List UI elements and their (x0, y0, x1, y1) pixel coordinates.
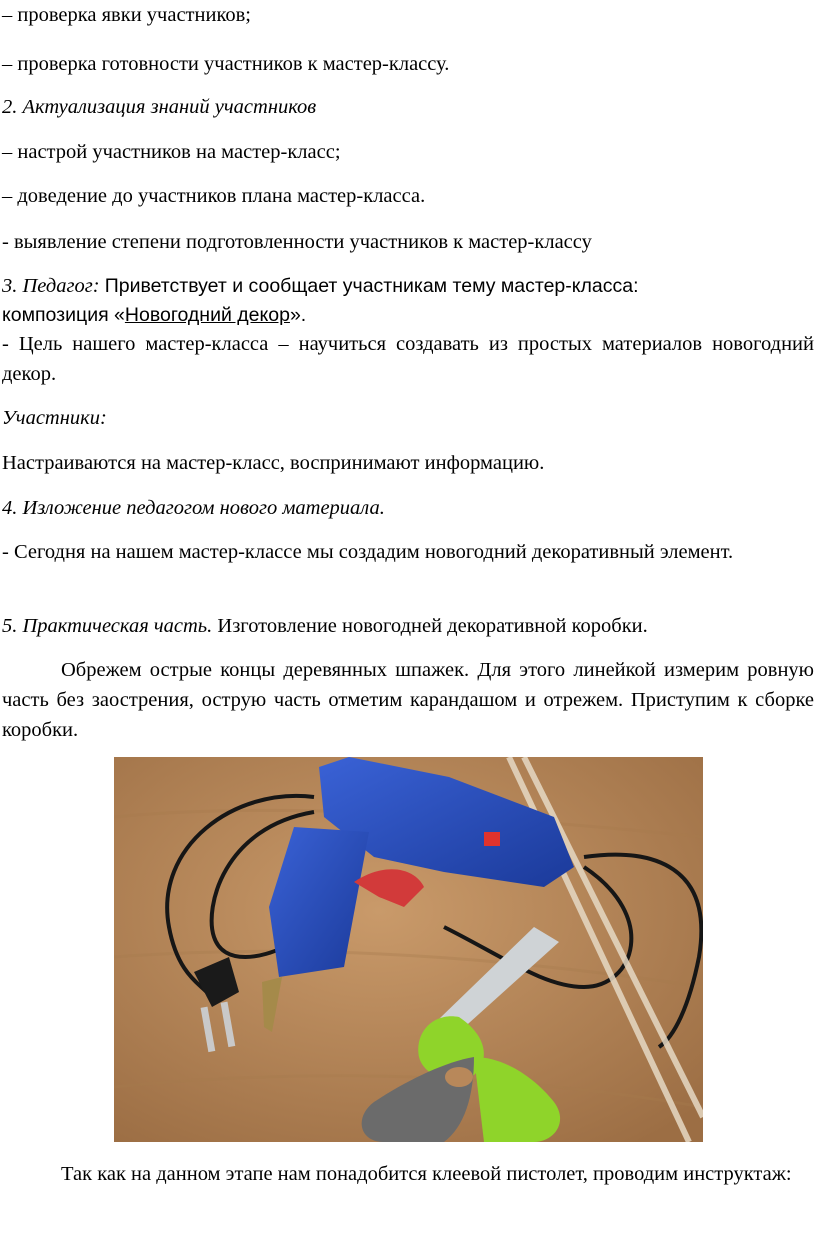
section-label: 5. Практическая часть. (2, 615, 213, 637)
power-switch (484, 832, 500, 846)
paragraph: Обрежем острые концы деревянных шпажек. Для этого линейкой измерим ровную часть без заострения, острую часть отметим карандашом и отрежем. Приступим к сборке коробки. (2, 659, 814, 741)
section-heading: 4. Изложение педагогом нового материала. (2, 497, 385, 519)
paragraph: Так как на данном этапе нам понадобится клеевой пистолет, проводим инструктаж: (61, 1163, 792, 1185)
paragraph: - Цель нашего мастер-класса – научиться создавать из простых материалов новогодний декор. (2, 333, 814, 385)
text-line: – доведение до участников плана мастер-класса. (2, 185, 426, 207)
text-span: ». (289, 304, 307, 326)
glue-gun-photo (114, 757, 703, 1142)
text-span: Изготовление новогодней декоративной коробки. (212, 615, 648, 637)
text-span: композиция « (2, 304, 125, 326)
text-line: Настраиваются на мастер-класс, воспринимают информацию. (2, 452, 545, 474)
section-heading: Участники: (2, 407, 107, 429)
topic-link[interactable]: Новогодний декор (124, 304, 290, 326)
text-line: – настрой участников на мастер-класс; (2, 141, 341, 163)
text-line: – проверка явки участников; (2, 4, 251, 26)
paragraph: - Сегодня на нашем мастер-классе мы создадим новогодний декоративный элемент. (2, 541, 734, 563)
text-line: – проверка готовности участников к мастер-классу. (2, 53, 450, 75)
section-label: 3. Педагог: (2, 275, 100, 297)
practice-line (2, 611, 814, 641)
teacher-line (2, 271, 814, 301)
text-span: Приветствует и сообщает участникам тему мастер-класса: (104, 275, 639, 297)
text-line: - выявление степени подготовленности участников к мастер-классу (2, 231, 592, 253)
topic-line (2, 300, 814, 330)
section-heading: 2. Актуализация знаний участников (2, 96, 317, 118)
